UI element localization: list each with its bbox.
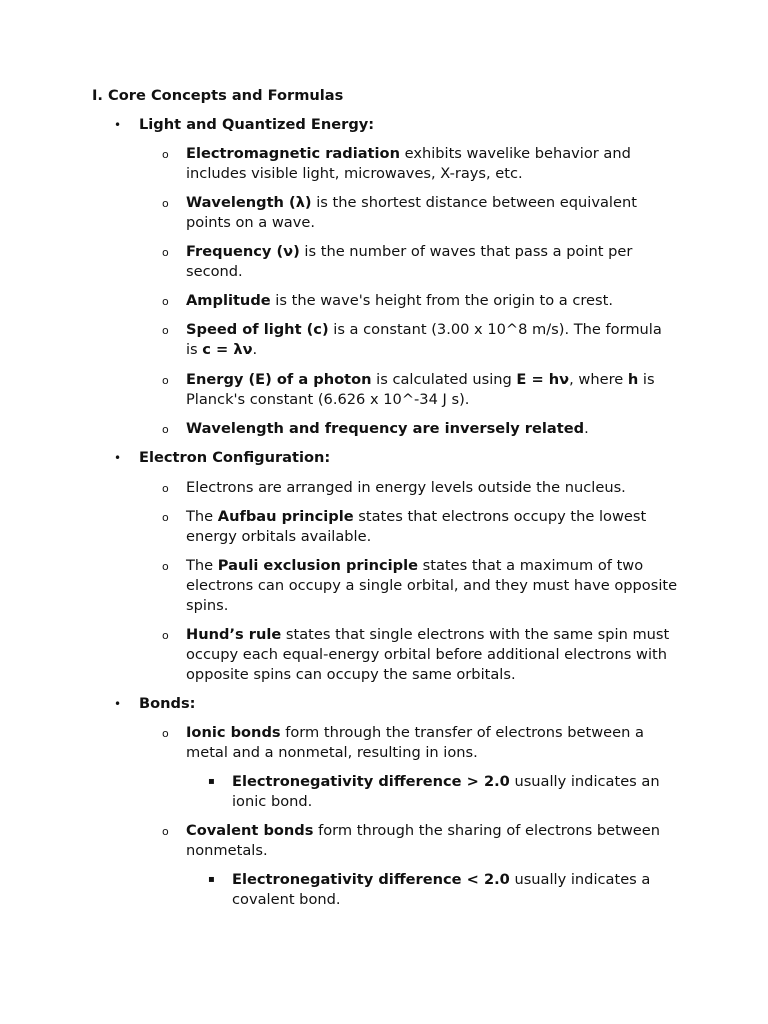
bullet-marker: ▪ <box>208 874 215 885</box>
bullet-marker: o <box>162 727 169 740</box>
bullet-marker: o <box>162 246 169 259</box>
bullet-marker: • <box>114 118 122 132</box>
list-item-amplitude <box>162 291 678 311</box>
term: Ionic bonds <box>186 724 281 741</box>
punctuation: . <box>252 341 258 358</box>
definition: form through the sharing of electrons between nonmetals. <box>186 822 660 859</box>
bullet-marker: ▪ <box>208 776 215 787</box>
list-item-ionic-bonds <box>162 723 678 763</box>
definition: states that a maximum of two electrons can occupy a single orbital, and they must have opposite spins. <box>186 557 678 614</box>
term: Aufbau principle <box>217 508 354 525</box>
term: Electromagnetic radiation <box>186 145 400 162</box>
bullet-marker: • <box>114 697 122 711</box>
bullet-marker: o <box>162 423 169 436</box>
bullet-marker: o <box>162 511 169 524</box>
term: Electronegativity difference < 2.0 <box>232 871 510 888</box>
list-item-frequency <box>162 242 678 282</box>
definition: states that electrons occupy the lowest energy orbitals available. <box>186 508 647 545</box>
term: Pauli exclusion principle <box>217 557 418 574</box>
list-item-wavelength <box>162 193 678 233</box>
bullet-marker: o <box>162 825 169 838</box>
list-item-photon-energy <box>162 370 678 410</box>
topic-light-energy <box>114 115 699 135</box>
bullet-marker: o <box>162 482 169 495</box>
definition: is calculated using <box>371 371 517 388</box>
sub-item-ionic-electronegativity <box>208 772 677 812</box>
sub-item-covalent-electronegativity <box>208 870 677 910</box>
topic-electron-configuration <box>114 448 699 468</box>
definition: usually indicates an ionic bond. <box>232 773 660 810</box>
term: Wavelength (λ) <box>186 194 312 211</box>
definition: is the shortest distance between equivalent points on a wave. <box>186 194 637 231</box>
bullet-marker: • <box>114 451 122 465</box>
definition: form through the transfer of electrons between a metal and a nonmetal, resulting in ions. <box>186 724 644 761</box>
symbol: h <box>627 371 639 388</box>
term: Energy (E) of a photon <box>186 371 372 388</box>
topic-title: Electron Configuration: <box>139 449 331 466</box>
term: Hund’s rule <box>186 626 282 643</box>
bullet-marker: o <box>162 324 169 337</box>
term: Covalent bonds <box>186 822 314 839</box>
list-item-speed-of-light <box>162 320 678 360</box>
list-item-aufbau <box>162 507 678 547</box>
definition-end: is Planck's constant (6.626 x 10^-34 J s). <box>186 371 655 408</box>
formula: E = hν <box>516 371 570 388</box>
term: Electronegativity difference > 2.0 <box>232 773 510 790</box>
bullet-marker: o <box>162 148 169 161</box>
definition: Electrons are arranged in energy levels outside the nucleus. <box>186 479 626 496</box>
bullet-marker: o <box>162 374 169 387</box>
definition: states that single electrons with the same spin must occupy each equal-energy orbital before additional electrons with opposite spins can occupy the same orbitals. <box>186 626 670 683</box>
lead-text: The <box>186 557 218 574</box>
definition: is a constant (3.00 x 10^8 m/s). The formula is <box>186 321 662 358</box>
punctuation: . <box>584 420 589 437</box>
formula: c = λν <box>202 341 253 358</box>
definition: is the wave's height from the origin to a crest. <box>270 292 613 309</box>
list-item-inverse-relation <box>162 419 678 439</box>
list-item-pauli <box>162 556 678 616</box>
bullet-marker: o <box>162 197 169 210</box>
term: Speed of light (c) <box>186 321 329 338</box>
bullet-marker: o <box>162 295 169 308</box>
list-item-energy-levels <box>162 478 678 498</box>
term: Wavelength and frequency are inversely related <box>186 420 585 437</box>
topic-bonds <box>114 694 699 714</box>
bullet-marker: o <box>162 629 169 642</box>
term: Frequency (ν) <box>186 243 300 260</box>
section-heading: I. Core Concepts and Formulas <box>92 87 344 104</box>
list-item-hunds-rule <box>162 625 678 685</box>
definition: usually indicates a covalent bond. <box>232 871 651 908</box>
definition-continued: , where <box>569 371 628 388</box>
definition: is the number of waves that pass a point per second. <box>186 243 633 280</box>
topic-title: Bonds: <box>139 695 196 712</box>
term: Amplitude <box>186 292 271 309</box>
bullet-marker: o <box>162 560 169 573</box>
topic-title: Light and Quantized Energy: <box>139 116 375 133</box>
list-item-covalent-bonds <box>162 821 678 861</box>
list-item-electromagnetic-radiation <box>162 144 678 184</box>
definition: exhibits wavelike behavior and includes visible light, microwaves, X-rays, etc. <box>186 145 631 182</box>
lead-text: The <box>186 508 218 525</box>
